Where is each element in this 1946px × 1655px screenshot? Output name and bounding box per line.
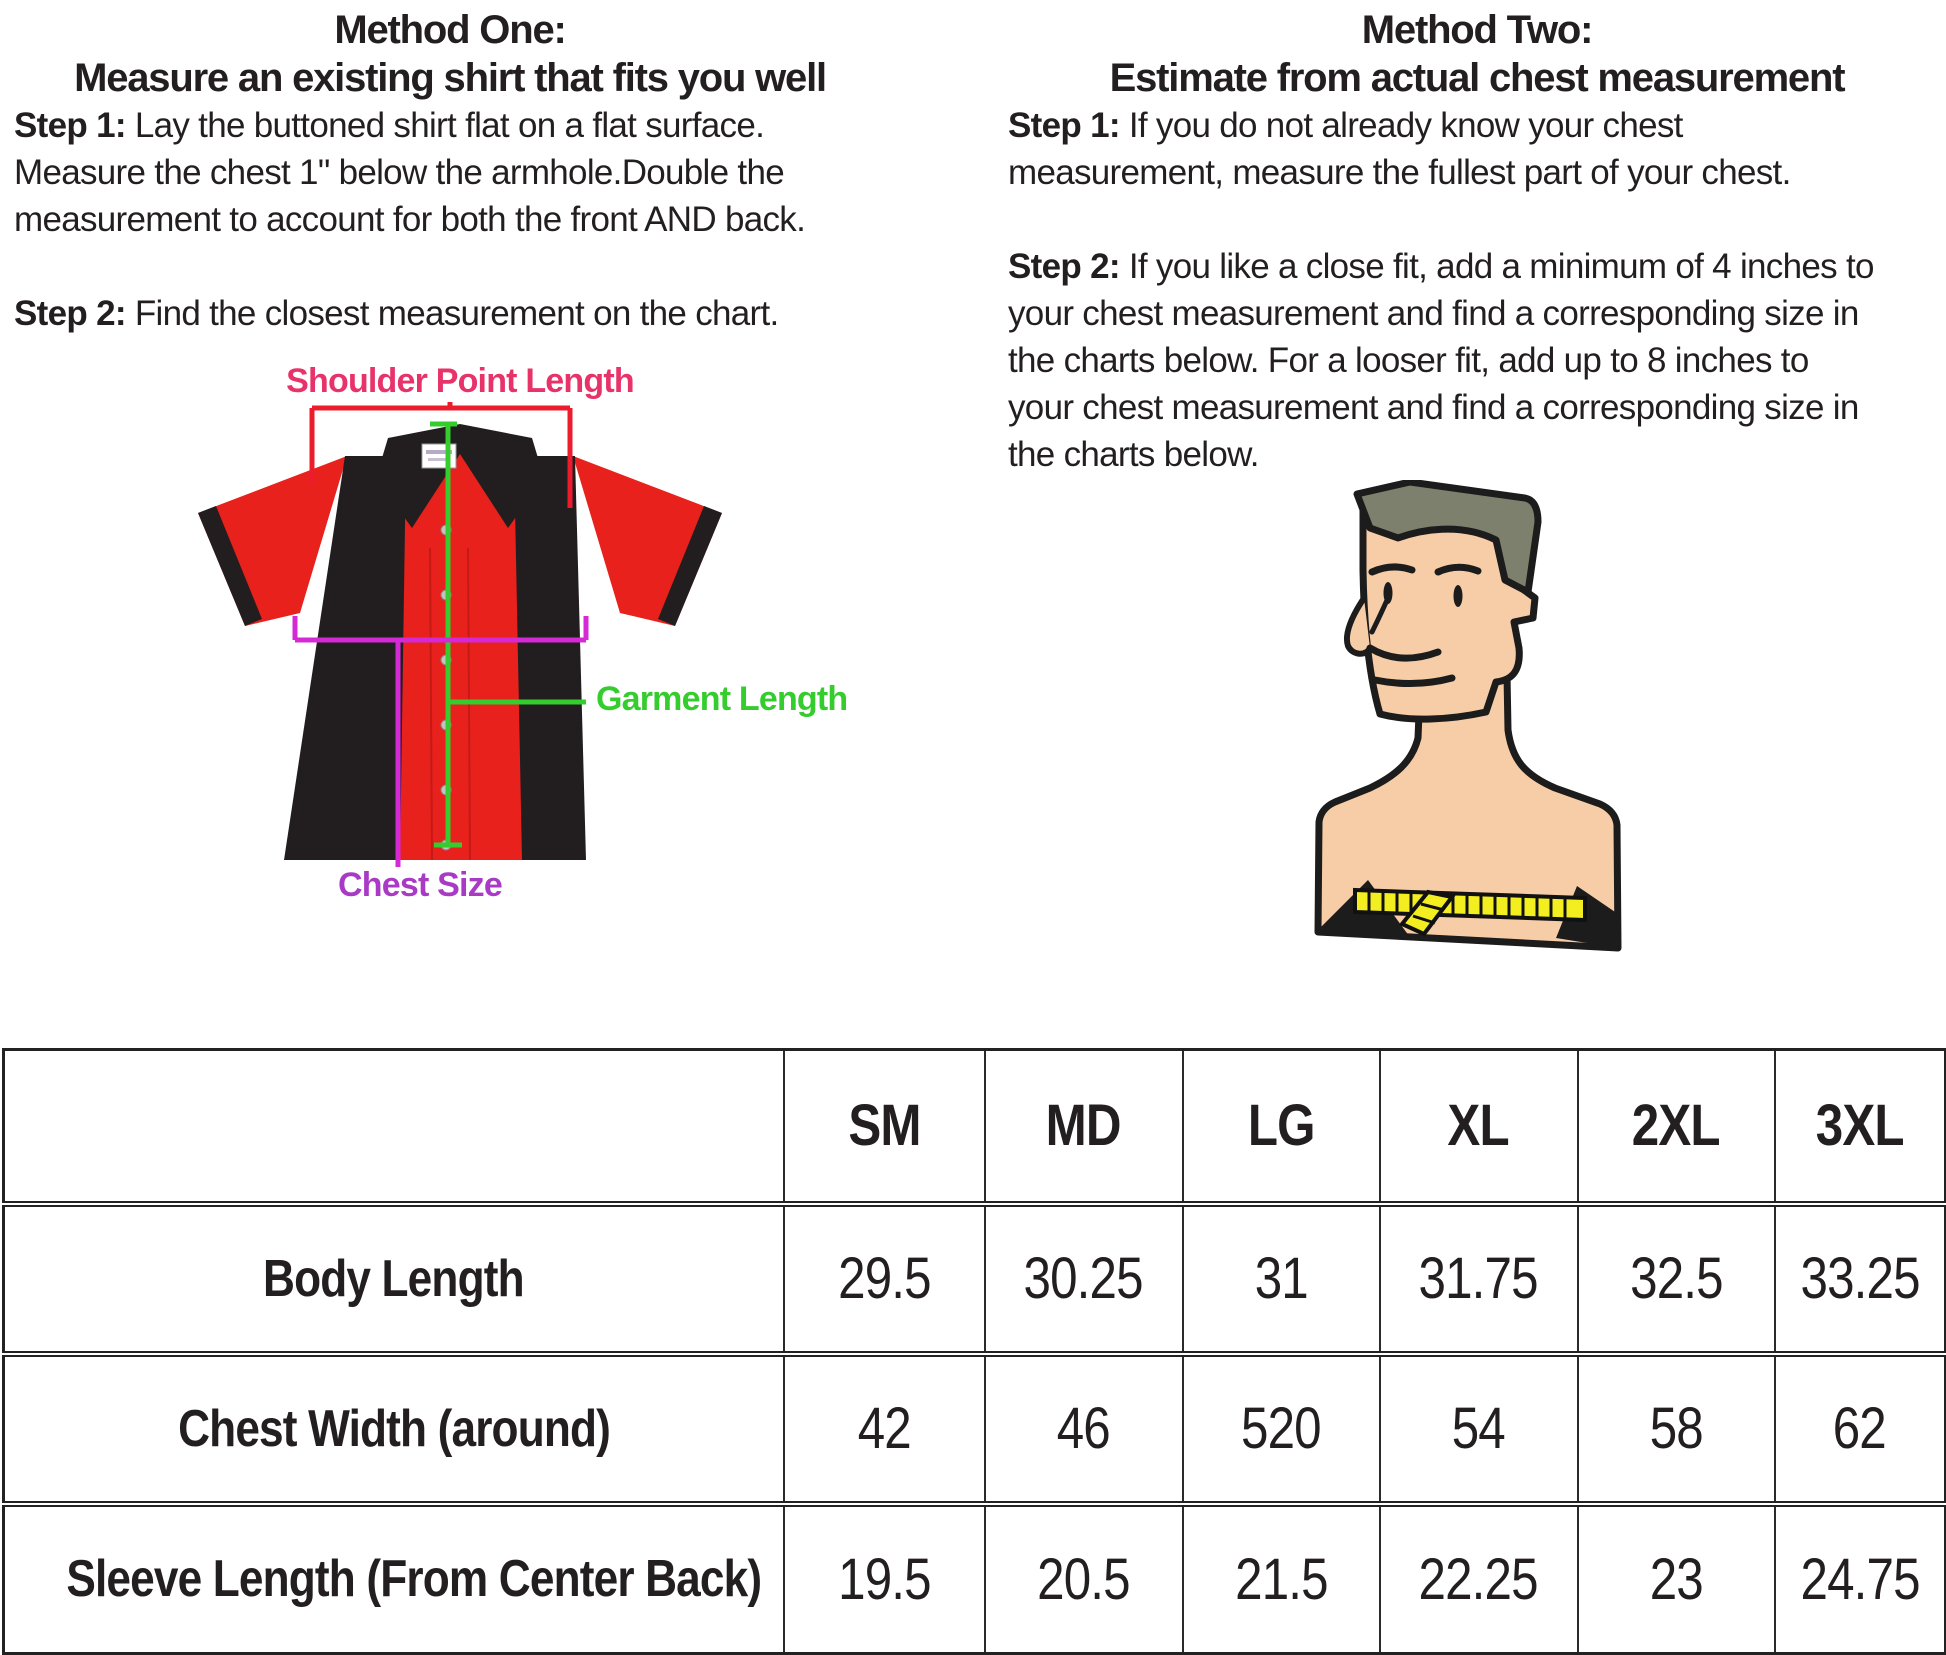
text-line: measurement to account for both the front AND back. bbox=[14, 200, 806, 239]
garment-length-label: Garment Length bbox=[596, 680, 848, 718]
method-one-title-line1: Method One: bbox=[334, 8, 566, 52]
method-two-step2 bbox=[1008, 243, 1946, 478]
size-value: 20.5 bbox=[985, 1504, 1183, 1654]
step2-label: Step 2: bbox=[14, 294, 126, 333]
size-value: 23 bbox=[1578, 1504, 1775, 1654]
method-two-title-line1: Method Two: bbox=[1361, 8, 1593, 52]
size-value: 21.5 bbox=[1183, 1504, 1380, 1654]
text-line: the charts below. For a looser fit, add up to 8 inches to bbox=[1008, 341, 1809, 380]
method-two-section bbox=[1008, 6, 1946, 478]
method-one-section bbox=[14, 6, 886, 337]
shoulder-point-length-label: Shoulder Point Length bbox=[286, 362, 634, 400]
table-row-body-length bbox=[4, 1204, 1946, 1354]
size-col-header: SM bbox=[784, 1050, 985, 1204]
size-col-header: MD bbox=[985, 1050, 1183, 1204]
method-one-step2 bbox=[14, 290, 886, 337]
method-one-step1 bbox=[14, 102, 886, 243]
method-one-title bbox=[14, 6, 886, 102]
size-col-header: 3XL bbox=[1775, 1050, 1946, 1204]
size-chart-header-row bbox=[4, 1050, 1946, 1204]
row-label: Chest Width (around) bbox=[4, 1354, 784, 1504]
size-value: 24.75 bbox=[1775, 1504, 1946, 1654]
text-line: Step 1: If you do not already know your chest bbox=[1008, 106, 1683, 145]
method-one-title-line2: Measure an existing shirt that fits you well bbox=[74, 56, 826, 100]
shirt-neck-label bbox=[422, 444, 456, 468]
size-value: 54 bbox=[1380, 1354, 1578, 1504]
method-two-step1 bbox=[1008, 102, 1946, 196]
size-value: 22.25 bbox=[1380, 1504, 1578, 1654]
step2-label: Step 2: bbox=[1008, 247, 1120, 286]
size-col-header: XL bbox=[1380, 1050, 1578, 1204]
chest-size-label: Chest Size bbox=[338, 866, 502, 904]
size-col-header: LG bbox=[1183, 1050, 1380, 1204]
size-col-header: 2XL bbox=[1578, 1050, 1775, 1204]
size-chart-table bbox=[2, 1048, 1946, 1655]
shirt-illustration bbox=[150, 398, 790, 918]
text-line: Step 1: Lay the buttoned shirt flat on a flat surface. bbox=[14, 106, 765, 145]
size-value: 62 bbox=[1775, 1354, 1946, 1504]
text-line: Step 2: Find the closest measurement on the chart. bbox=[14, 294, 779, 333]
text-line: Step 2: If you like a close fit, add a minimum of 4 inches to bbox=[1008, 247, 1874, 286]
table-row-chest-width bbox=[4, 1354, 1946, 1504]
text-line: your chest measurement and find a corresponding size in bbox=[1008, 388, 1859, 427]
step1-label: Step 1: bbox=[14, 106, 126, 145]
row-label: Body Length bbox=[4, 1204, 784, 1354]
text-line: measurement, measure the fullest part of your chest. bbox=[1008, 153, 1791, 192]
row-label: Sleeve Length (From Center Back) bbox=[4, 1504, 784, 1654]
size-value: 31.75 bbox=[1380, 1204, 1578, 1354]
man-illustration bbox=[1300, 480, 1645, 955]
man-chest-measurement-illustration bbox=[1300, 480, 1645, 955]
method-two-title-line2: Estimate from actual chest measurement bbox=[1109, 56, 1845, 100]
shirt-measurement-diagram bbox=[150, 362, 848, 928]
size-value: 58 bbox=[1578, 1354, 1775, 1504]
method-two-title bbox=[1008, 6, 1946, 102]
shirt-torso bbox=[284, 456, 586, 860]
table-row-sleeve-length bbox=[4, 1504, 1946, 1654]
size-value: 33.25 bbox=[1775, 1204, 1946, 1354]
size-value: 29.5 bbox=[784, 1204, 985, 1354]
text-line: Measure the chest 1" below the armhole.Double the bbox=[14, 153, 784, 192]
text-line: your chest measurement and find a corresponding size in bbox=[1008, 294, 1859, 333]
size-value: 520 bbox=[1183, 1354, 1380, 1504]
size-value: 31 bbox=[1183, 1204, 1380, 1354]
size-value: 46 bbox=[985, 1354, 1183, 1504]
size-value: 32.5 bbox=[1578, 1204, 1775, 1354]
size-value: 30.25 bbox=[985, 1204, 1183, 1354]
size-value: 19.5 bbox=[784, 1504, 985, 1654]
step1-label: Step 1: bbox=[1008, 106, 1120, 145]
man-right-eye bbox=[1454, 585, 1463, 607]
size-value: 42 bbox=[784, 1354, 985, 1504]
text-line: the charts below. bbox=[1008, 435, 1259, 474]
size-chart-corner-cell bbox=[4, 1050, 784, 1204]
